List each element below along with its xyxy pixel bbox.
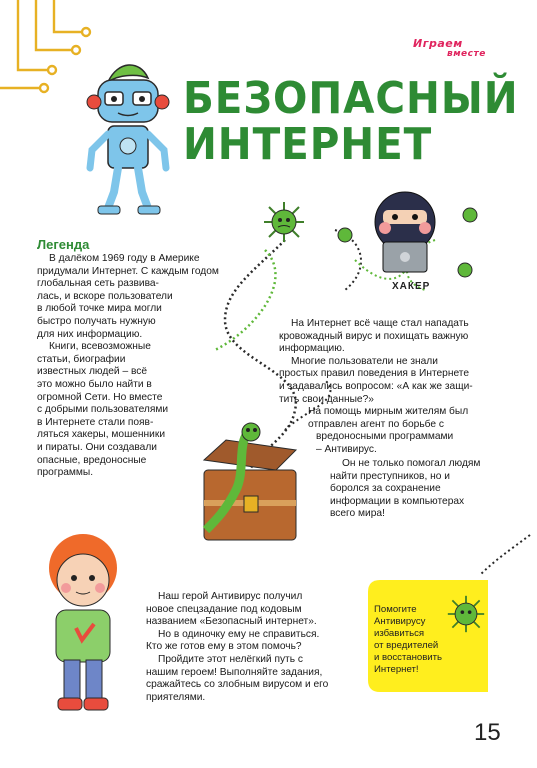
- story-line: всего мира!: [330, 508, 385, 520]
- legend-line: Книги, всевозможные: [49, 341, 151, 353]
- mission-line: Кто же готов ему в этом помочь?: [146, 641, 302, 653]
- story-line: отправлен агент по борьбе с: [308, 418, 444, 430]
- page-number: 15: [474, 719, 501, 746]
- legend-line: это можно было найти в: [37, 378, 152, 390]
- story-line: На помощь мирным жителям был: [308, 406, 469, 417]
- story-line: Многие пользователи не знали: [291, 355, 438, 367]
- mission-line: сражайтесь со злобным вирусом и его: [146, 679, 329, 691]
- story-line: простых правил поведения в Интернете: [279, 368, 470, 380]
- mission-line: нашим героем! Выполняйте задания,: [146, 666, 323, 678]
- robot-illustration: [78, 60, 178, 220]
- callout-line: избавиться: [374, 628, 425, 639]
- legend-line: программы.: [37, 467, 94, 479]
- story-line: тить свои данные?»: [279, 393, 374, 405]
- legend-line: глобальная сеть развива-: [37, 278, 159, 290]
- legend-line: быстро получать нужную: [37, 315, 156, 327]
- virus-icon: [262, 200, 306, 244]
- legend-line: и пираты. Они создавали: [37, 441, 157, 453]
- brand-line2: вместе: [447, 49, 486, 59]
- legend-line: статьи, биографии: [37, 353, 126, 365]
- story-line: вредоносными программами: [316, 431, 454, 443]
- page-title: [183, 73, 519, 170]
- story-text: [279, 318, 491, 406]
- legend-line: известных людей – всё: [37, 366, 148, 378]
- title-line1: БЕЗОПАСНЫЙ: [183, 73, 519, 124]
- legend-heading: Легенда: [37, 237, 90, 252]
- brand-logo: [413, 38, 486, 60]
- legend-line: опасные, вредоносные: [37, 454, 147, 466]
- legend-line: В далёком 1969 году в Америке: [49, 253, 200, 264]
- mission-line: Но в одиночку ему не справиться.: [158, 628, 320, 640]
- legend-line: для них информацию.: [37, 328, 143, 340]
- mission-line: новое спецзадание под кодовым: [146, 603, 302, 615]
- story-line: На Интернет всё чаще стал нападать: [291, 318, 469, 329]
- virus-icon: [446, 594, 486, 634]
- callout-line: от вредителей: [374, 640, 439, 651]
- chest-illustration: [196, 420, 306, 550]
- hacker-illustration: [325, 180, 485, 290]
- story-line: информацию.: [279, 343, 345, 355]
- mission-line: Наш герой Антивирус получил: [158, 591, 303, 602]
- story-line: информации в компьютерах: [330, 495, 465, 507]
- story-line: кровожадный вирус и похищать важную: [279, 330, 469, 342]
- legend-line: ляться хакеры, мошенники: [37, 429, 166, 441]
- story-line: боролся за сохранение: [330, 483, 441, 495]
- callout-line: Антивирусу: [374, 616, 426, 627]
- hacker-label: ХАКЕР: [392, 281, 431, 292]
- legend-line: с добрыми пользователями: [37, 404, 169, 416]
- legend-line: огромной Сети. Но вместе: [37, 391, 163, 403]
- story-text-p3: [296, 406, 492, 456]
- legend-line: в любой точке мира могли: [37, 303, 162, 315]
- brand-line1: Играем: [413, 37, 463, 50]
- story-line: – Антивирус.: [316, 443, 377, 455]
- mission-text: [146, 591, 356, 704]
- story-line: и задавались вопросом: «А как же защи-: [279, 380, 473, 392]
- title-line2: ИНТЕРНЕТ: [183, 119, 433, 170]
- legend-line: лась, и вскоре пользователи: [37, 290, 173, 302]
- legend-line: придумали Интернет. С каждым годом: [37, 265, 219, 277]
- story-line: Он не только помогал людям: [342, 458, 481, 469]
- mission-line: названием «Безопасный интернет».: [146, 616, 317, 628]
- story-line: найти преступников, но и: [330, 470, 450, 482]
- callout-line: и восстановить: [374, 652, 443, 663]
- mission-line: Пройдите этот нелёгкий путь с: [158, 653, 303, 665]
- legend-line: в Интернете стали появ-: [37, 416, 154, 428]
- story-text-p4: [330, 458, 492, 521]
- boy-illustration: [28, 528, 138, 718]
- callout-line: Интернет!: [374, 664, 419, 675]
- callout-line: Помогите: [374, 604, 417, 615]
- mission-line: приятелями.: [146, 691, 206, 703]
